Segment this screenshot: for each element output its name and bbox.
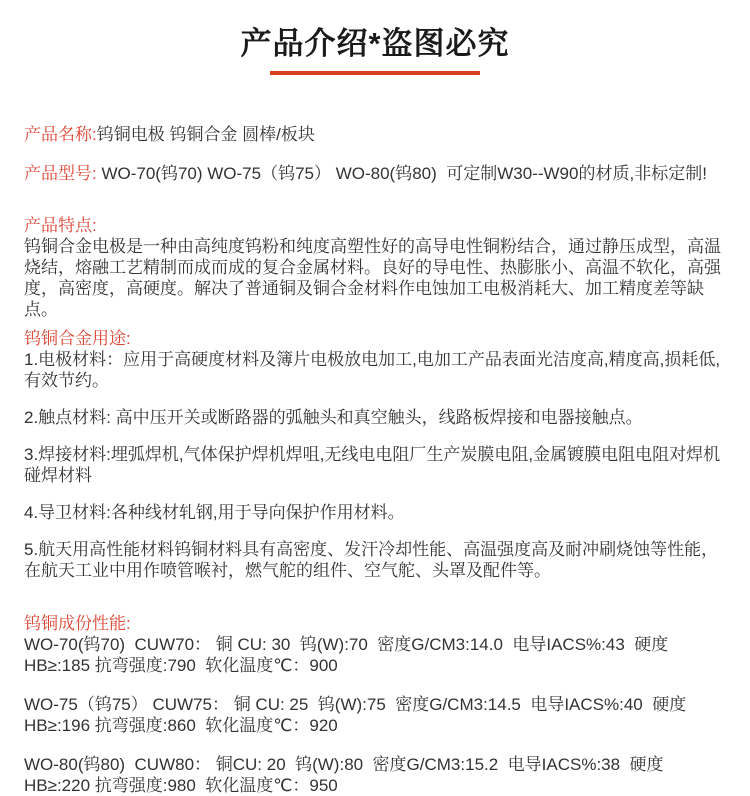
product-name-row bbox=[24, 124, 726, 145]
features-body: 钨铜合金电极是一种由高纯度钨粉和纯度高塑性好的高导电性铜粉结合，通过静压成型，高温烧结，熔融工艺精制而成而成的复合金属材料。良好的导电性、热膨胀小、高温不软化，高强度，高密度，高硬度。解决了普通铜及铜合金材料作电蚀加工电极消耗大、加工精度差等缺点。 bbox=[24, 237, 721, 319]
usage-heading: 钨铜合金用途: bbox=[24, 329, 131, 348]
product-model-row bbox=[24, 163, 726, 184]
section-usage bbox=[24, 328, 726, 581]
usage-item-contact: 2.触点材料: 高中压开关或断路器的弧触头和真空触头，线路板焊接和电器接触点。 bbox=[24, 408, 643, 427]
features-heading: 产品特点: bbox=[24, 216, 97, 235]
section-features bbox=[24, 215, 726, 320]
composition-row-wo80: WO-80(钨80) CUW80： 铜CU: 20 钨(W):80 密度G/CM3:15.2 电导IACS%:38 硬度HB≥:220 抗弯强度:980 软化温度℃：950 bbox=[24, 755, 664, 795]
product-description-content bbox=[0, 124, 750, 796]
product-model-label: 产品型号: bbox=[24, 164, 97, 183]
composition-row-wo75: WO-75（钨75） CUW75： 铜 CU: 25 钨(W):75 密度G/CM3:14.5 电导IACS%:40 硬度HB≥:196 抗弯强度:860 软化温度℃：920 bbox=[24, 695, 687, 735]
usage-item-electrode: 1.电极材料：应用于高硬度材料及簿片电极放电加工,电加工产品表面光洁度高,精度高,损耗低,有效节约。 bbox=[24, 350, 721, 390]
product-name-label: 产品名称: bbox=[24, 125, 97, 144]
title-underline bbox=[270, 71, 480, 75]
composition-heading: 钨铜成份性能: bbox=[24, 614, 131, 633]
usage-item-guide: 4.导卫材料:各种线材轧钢,用于导向保护作用材料。 bbox=[24, 503, 405, 522]
usage-item-welding: 3.焊接材料:埋弧焊机,气体保护焊机焊咀,无线电电阻厂生产炭膜电阻,金属镀膜电阻电阻对焊机碰焊材料 bbox=[24, 445, 721, 485]
product-name-value: 钨铜电极 钨铜合金 圆棒/板块 bbox=[96, 125, 315, 144]
section-composition bbox=[24, 613, 726, 796]
product-detail-page bbox=[0, 18, 750, 795]
composition-row-wo70: WO-70(钨70) CUW70： 铜 CU: 30 钨(W):70 密度G/CM3:14.0 电导IACS%:43 硬度HB≥:185 抗弯强度:790 软化温度℃：900 bbox=[24, 635, 669, 675]
usage-item-aerospace: 5.航天用高性能材料钨铜材料具有高密度、发汗冷却性能、高温强度高及耐冲刷烧蚀等性能，在航天工业中用作喷管喉衬，燃气舵的组件、空气舵、头罩及配件等。 bbox=[24, 540, 719, 580]
product-model-value: WO-70(钨70) WO-75（钨75） WO-80(钨80) 可定制W30--W90的材质,非标定制! bbox=[96, 164, 707, 183]
page-title: 产品介绍*盗图必究 bbox=[240, 26, 510, 61]
